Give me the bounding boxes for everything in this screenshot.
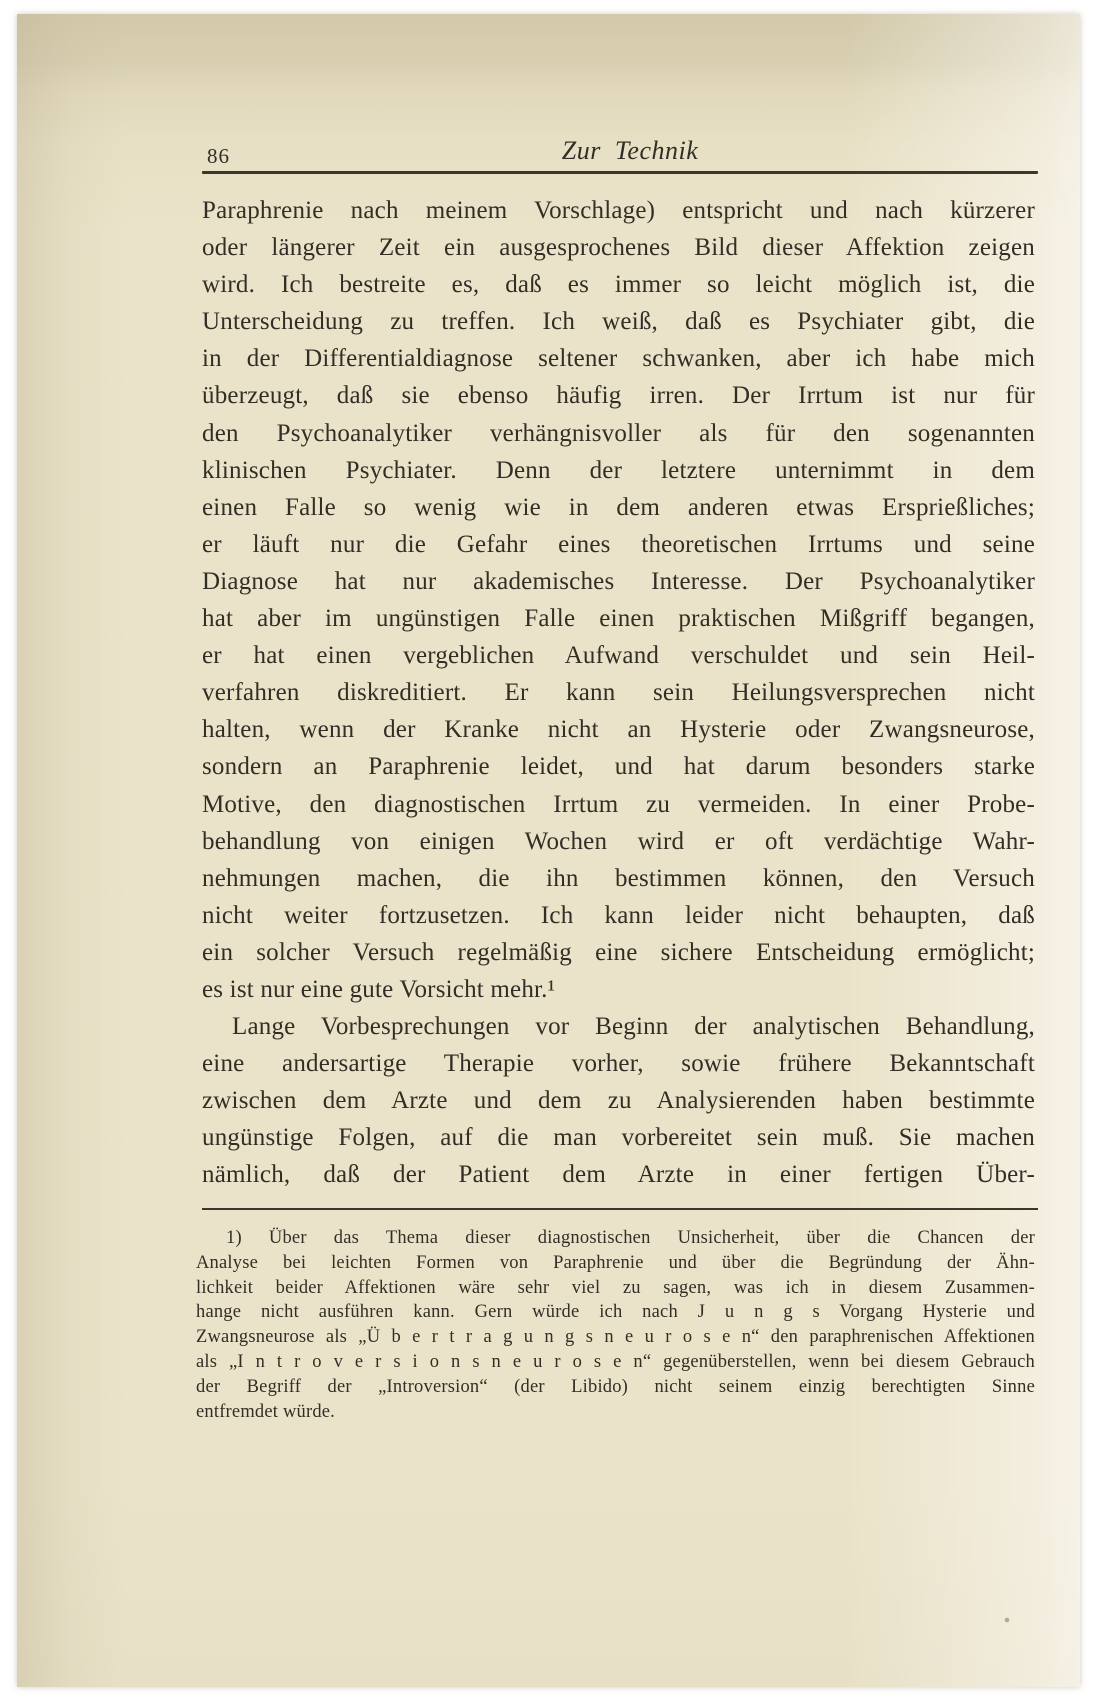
book-page-scan: [17, 14, 1080, 1687]
running-title: Zur Technik: [561, 136, 699, 165]
footnote-line: entfremdet würde.: [196, 1401, 336, 1422]
body-text-line: sondern an Paraphrenie leidet, und hat darum besonders starke: [202, 753, 1035, 781]
body-text-line: er hat einen vergeblichen Aufwand verschuldet und sein Heil-: [202, 642, 1035, 670]
footnote-line: hange nicht ausführen kann. Gern würde ich nach J u n g s Vorgang Hysterie und: [196, 1302, 1035, 1323]
body-text-line: behandlung von einigen Wochen wird er oft verdächtige Wahr-: [202, 827, 1035, 855]
body-text-line: Diagnose hat nur akademisches Interesse. Der Psychoanalytiker: [202, 567, 1035, 595]
body-text-line: oder längerer Zeit ein ausgesprochenes Bild dieser Affektion zeigen: [202, 234, 1035, 262]
page-number: 86: [207, 144, 230, 168]
body-text-line: es ist nur eine gute Vorsicht mehr.¹: [202, 975, 556, 1003]
header-rule: [202, 171, 1038, 174]
body-text-line: ungünstige Folgen, auf die man vorbereitet sein muß. Sie machen: [202, 1124, 1035, 1152]
footnote-line: lichkeit beider Affektionen wäre sehr viel zu sagen, was ich in diesem Zusammen-: [196, 1277, 1035, 1298]
body-text-line: nicht weiter fortzusetzen. Ich kann leider nicht behaupten, daß: [202, 901, 1035, 929]
footnote-line: als „I n t r o v e r s i o n s n e u r o s e n“ gegenüberstellen, wenn bei diesem Gebrauch: [196, 1351, 1035, 1372]
body-text-line: Unterscheidung zu treffen. Ich weiß, daß es Psychiater gibt, die: [202, 308, 1035, 336]
body-text-line: Lange Vorbesprechungen vor Beginn der analytischen Behandlung,: [232, 1013, 1035, 1041]
body-text-line: zwischen dem Arzte und dem zu Analysierenden haben bestimmte: [202, 1087, 1035, 1115]
body-text-line: verfahren diskreditiert. Er kann sein Heilungsversprechen nicht: [202, 679, 1035, 707]
body-text-line: nämlich, daß der Patient dem Arzte in einer fertigen Über-: [202, 1161, 1035, 1189]
body-text-line: einen Falle so wenig wie in dem anderen etwas Ersprießliches;: [202, 493, 1035, 521]
body-text-line: den Psychoanalytiker verhängnisvoller als für den sogenannten: [202, 419, 1035, 447]
footnote-line: Analyse bei leichten Formen von Paraphrenie und über die Begründung der Ähn-: [196, 1252, 1035, 1273]
footnote-line: 1) Über das Thema dieser diagnostischen Unsicherheit, über die Chancen der: [226, 1228, 1035, 1248]
body-text-line: Paraphrenie nach meinem Vorschlage) entspricht und nach kürzerer: [202, 197, 1035, 224]
body-text-line: hat aber im ungünstigen Falle einen praktischen Mißgriff begangen,: [202, 605, 1035, 633]
body-text-line: halten, wenn der Kranke nicht an Hysterie oder Zwangsneurose,: [202, 716, 1035, 744]
body-text-line: ein solcher Versuch regelmäßig eine sichere Entscheidung ermöglicht;: [202, 938, 1035, 966]
page-header: [202, 136, 1035, 176]
footnote-rule: [202, 1208, 1038, 1210]
body-text-line: er läuft nur die Gefahr eines theoretischen Irrtums und seine: [202, 530, 1035, 558]
footnote: [196, 1226, 1035, 1424]
body-text-line: in der Differentialdiagnose seltener schwanken, aber ich habe mich: [202, 345, 1035, 373]
body-text-line: Motive, den diagnostischen Irrtum zu vermeiden. In einer Probe-: [202, 790, 1035, 818]
body-text-line: eine andersartige Therapie vorher, sowie frühere Bekanntschaft: [202, 1050, 1035, 1078]
body-text-line: wird. Ich bestreite es, daß es immer so leicht möglich ist, die: [202, 271, 1035, 299]
body-text-line: nehmungen machen, die ihn bestimmen können, den Versuch: [202, 864, 1035, 892]
body-text: [202, 192, 1035, 1194]
footnote-line: der Begriff der „Introversion“ (der Libido) nicht seinem einzig berechtigten Sinne: [196, 1376, 1035, 1397]
body-text-line: überzeugt, daß sie ebenso häufig irren. Der Irrtum ist nur für: [202, 382, 1035, 410]
footnote-line: Zwangsneurose als „Ü b e r t r a g u n g s n e u r o s e n“ den paraphrenischen Affektionen: [196, 1327, 1035, 1348]
body-text-line: klinischen Psychiater. Denn der letztere unternimmt in dem: [202, 456, 1035, 484]
